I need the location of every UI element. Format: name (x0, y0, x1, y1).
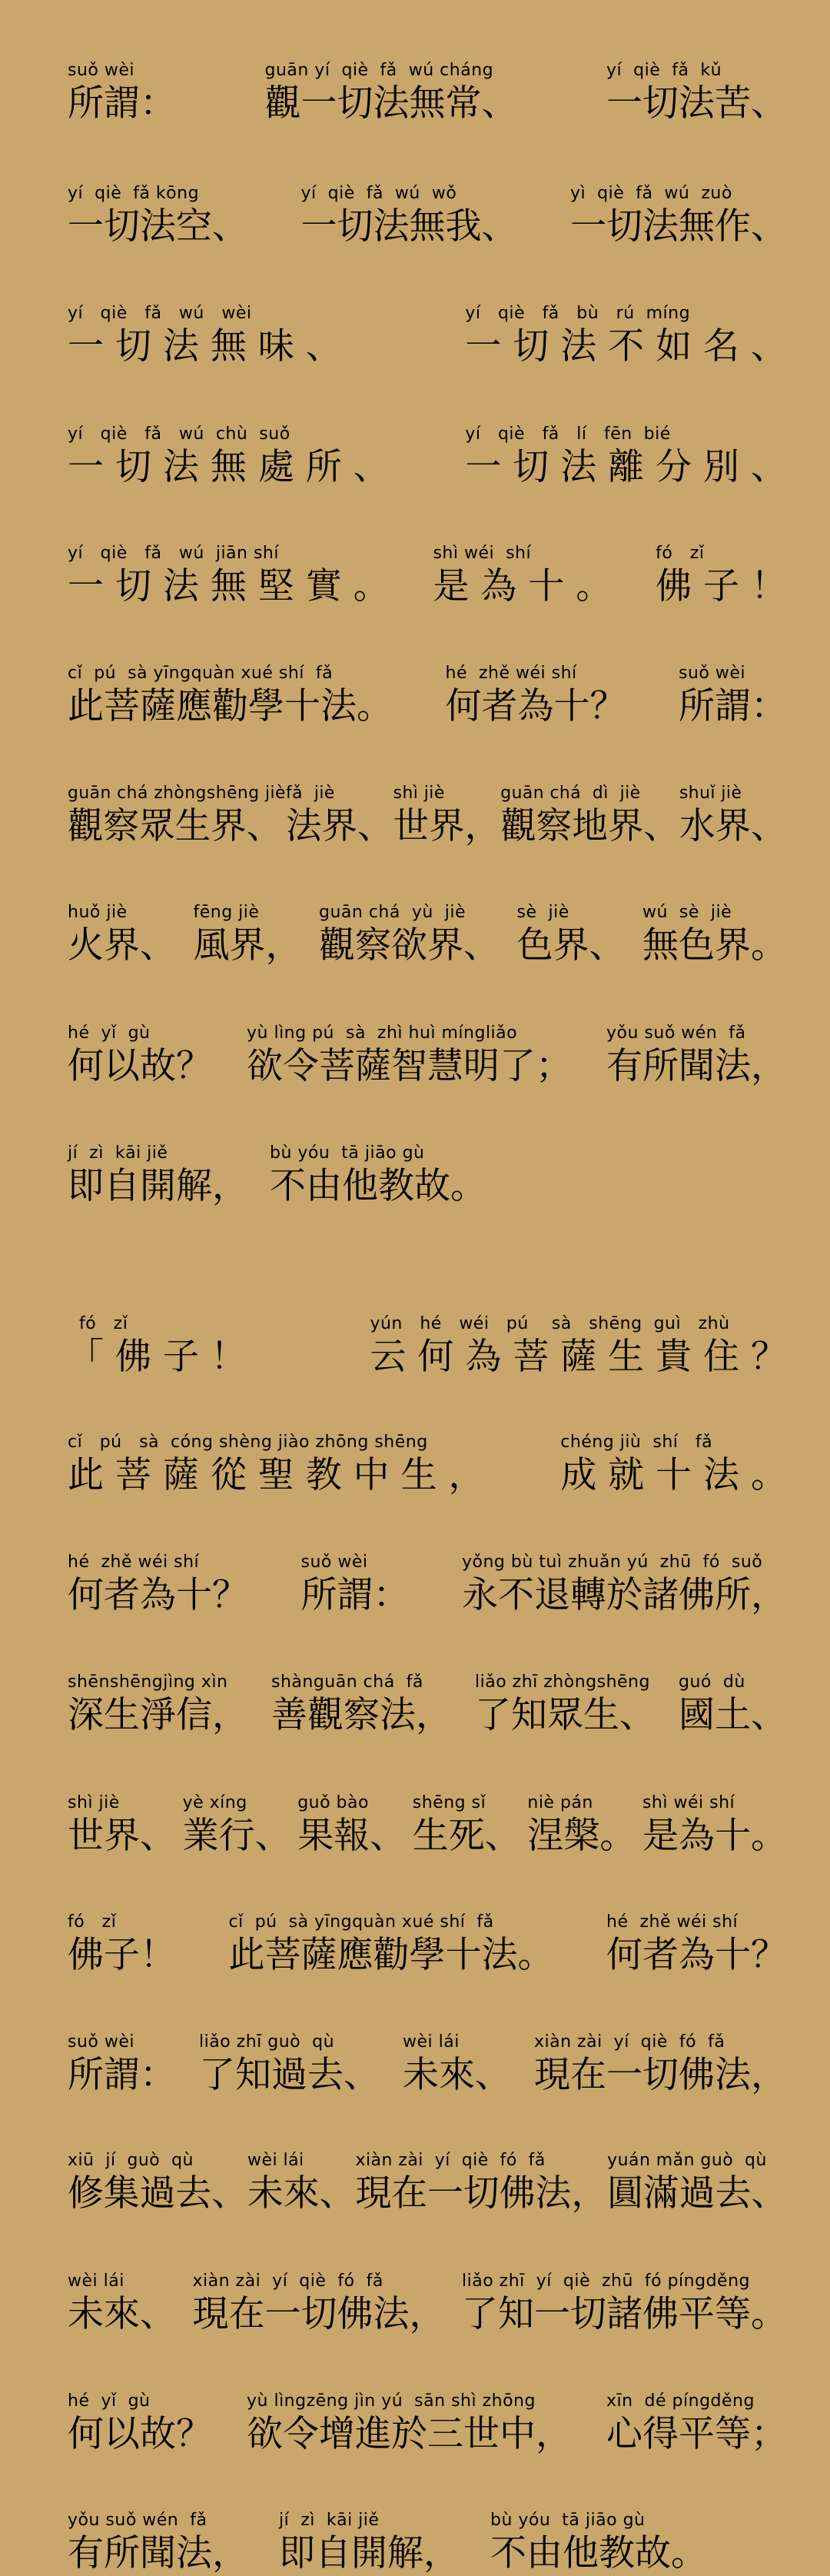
pinyin-annotation: guān chá zhòngshēng jiè (68, 784, 286, 803)
chinese-text: 未來、 (68, 2293, 176, 2335)
pinyin-annotation: hé zhě wéi shí (606, 1912, 739, 1932)
chinese-text: 所謂： (679, 685, 787, 727)
phrase-segment (199, 2032, 380, 2098)
chinese-text: 不由他教故。 (270, 1165, 486, 1207)
phrase-segment (465, 303, 787, 369)
text-line (68, 2027, 787, 2098)
pinyin-annotation: shì wéi shí (642, 1793, 735, 1812)
chinese-text: 觀察地界、 (500, 805, 679, 847)
chinese-text: 業行、 (182, 1815, 291, 1857)
chinese-text: 觀察欲界、 (319, 924, 500, 967)
chinese-text: 圓滿過去、 (607, 2172, 788, 2215)
phrase-segment (393, 783, 501, 849)
pinyin-annotation: hé zhě wéi shí (68, 1553, 200, 1572)
pinyin-annotation: yí qiè fǎ bù rú míng (465, 304, 691, 323)
chinese-text: 何者為十？ (68, 1574, 248, 1616)
chinese-text: 觀一切法無常、 (264, 82, 518, 125)
phrase-segment (194, 902, 302, 968)
pinyin-annotation: fēng jiè (193, 903, 260, 922)
pinyin-annotation: suǒ wèi (68, 61, 134, 80)
pinyin-annotation: xīn dé píngděng (606, 2391, 755, 2411)
text-line (68, 658, 787, 729)
chinese-text: 何者為十？ (606, 1934, 787, 1976)
pinyin-annotation: hé zhě wéi shí (445, 664, 577, 683)
text-line (68, 1018, 787, 1089)
phrase-segment (68, 1792, 176, 1859)
pinyin-annotation: bù yóu tā jiāo gù (270, 1143, 425, 1163)
pinyin-annotation: yí qiè fǎ kōng (68, 184, 200, 203)
text-line (68, 2505, 787, 2576)
pinyin-annotation: guǒ bào (297, 1793, 369, 1812)
phrase-segment (433, 543, 612, 609)
chinese-text: 即自開解， (279, 2532, 460, 2574)
phrase-segment (517, 902, 626, 968)
phrase-segment (355, 2150, 607, 2216)
chinese-text: 何以故？ (68, 1045, 212, 1087)
pinyin-annotation: shēng sǐ (412, 1793, 486, 1812)
phrase-segment (679, 663, 787, 729)
phrase-segment (679, 1672, 787, 1738)
phrase-segment (297, 1792, 406, 1859)
phrase-segment (413, 1792, 521, 1859)
chinese-text: 何以故？ (68, 2413, 212, 2455)
chinese-text: 觀察眾生界、 (68, 805, 283, 847)
pinyin-annotation: suǒ wèi (68, 2032, 134, 2052)
pinyin-annotation: liǎo zhī yí qiè zhū fó píngděng (462, 2271, 750, 2291)
chinese-text: 此菩薩應勸學十法。 (68, 685, 393, 727)
pinyin-annotation: guān chá yù jiè (319, 903, 466, 922)
text-line (68, 1309, 787, 1380)
text-line (68, 2145, 787, 2216)
chinese-text: 云 何 為 菩 薩 生 貴 住 ？ (370, 1336, 787, 1378)
chinese-text: 一 切 法 無 味 、 (68, 325, 342, 368)
chinese-text: 無色界。 (642, 924, 787, 967)
pinyin-annotation: yí qiè fǎ wú wǒ (300, 184, 457, 203)
pinyin-annotation: wèi lái (247, 2151, 304, 2170)
text-line (68, 897, 787, 968)
phrase-segment (301, 183, 518, 249)
chinese-text: 生死、 (412, 1815, 521, 1857)
phrase-segment (462, 2271, 787, 2337)
phrase-segment (462, 1552, 787, 1618)
chinese-text: 未來、 (403, 2054, 511, 2096)
pinyin-annotation: yí qiè fǎ wú chù suǒ (68, 424, 290, 444)
phrase-segment (193, 2271, 446, 2337)
chinese-text: 一 切 法 離 分 別 、 (465, 446, 787, 488)
phrase-segment (607, 2150, 787, 2216)
pinyin-annotation: guān yí qiè fǎ wú cháng (264, 61, 494, 80)
phrase-segment (68, 303, 342, 369)
pinyin-annotation: yí qiè fǎ lí fēn bié (465, 424, 671, 444)
pinyin-annotation: yè xíng (182, 1793, 247, 1812)
phrase-segment (247, 2150, 355, 2216)
pinyin-annotation: yǒng bù tuì zhuǎn yú zhū fó suǒ (462, 1553, 763, 1572)
pinyin-annotation: suǒ wèi (300, 1553, 368, 1572)
pinyin-annotation: cǐ pú sà yīngquàn xué shí fǎ (68, 664, 334, 683)
chinese-text: 心得平等； (606, 2413, 787, 2455)
chinese-text: 「 佛 子 ！ (68, 1336, 247, 1378)
pinyin-annotation: chéng jiù shí fǎ (560, 1433, 713, 1452)
phrase-segment (68, 1432, 485, 1498)
pinyin-annotation: guó dù (679, 1672, 745, 1692)
pinyin-annotation: jí zì kāi jiě (68, 1143, 168, 1163)
chinese-text: 是 為 十 。 (433, 565, 613, 607)
phrase-segment (606, 2391, 787, 2457)
pinyin-annotation: yí qiè fǎ kǔ (606, 61, 722, 80)
pinyin-annotation: huǒ jiè (68, 903, 128, 922)
phrase-segment (68, 783, 286, 849)
phrase-segment (68, 1672, 248, 1738)
chinese-text: 火界、 (68, 924, 176, 967)
pinyin-annotation: guān chá dì jiè (500, 784, 641, 803)
chinese-text: 涅槃。 (527, 1815, 636, 1857)
phrase-segment (606, 60, 787, 126)
phrase-segment (68, 902, 176, 968)
pinyin-annotation: fó zǐ (68, 1314, 128, 1333)
text-line (68, 1138, 787, 1209)
chinese-text: 成 就 十 法 。 (560, 1454, 787, 1496)
pinyin-annotation: cǐ pú sà cóng shèng jiào zhōng shēng (68, 1433, 428, 1452)
chinese-text: 一切法苦、 (606, 82, 787, 125)
phrase-segment (560, 1432, 787, 1498)
phrase-segment (68, 543, 390, 609)
phrase-segment (403, 2032, 511, 2098)
text-line (68, 2266, 787, 2337)
phrase-segment (642, 902, 787, 968)
phrase-segment (271, 1672, 452, 1738)
phrase-segment (270, 1143, 486, 1209)
pinyin-annotation: liǎo zhī zhòngshēng (475, 1672, 650, 1692)
text-line (68, 55, 787, 126)
phrase-segment (265, 60, 518, 126)
phrase-segment (68, 1143, 248, 1209)
pinyin-annotation: xiàn zài yí qiè fó fǎ (355, 2151, 546, 2170)
pinyin-annotation: niè pán (527, 1793, 593, 1812)
phrase-segment (500, 783, 679, 849)
text-line (68, 1907, 787, 1978)
phrase-segment (68, 183, 248, 249)
pinyin-annotation: wú sè jiè (642, 903, 732, 922)
pinyin-annotation: fó zǐ (68, 1912, 117, 1932)
pinyin-annotation: xiū jí guò qù (68, 2151, 194, 2170)
chinese-text: 佛子！ (68, 1934, 176, 1976)
chinese-text: 欲令增進於三世中， (247, 2413, 572, 2455)
phrase-segment (534, 2032, 787, 2098)
text-line (68, 778, 787, 849)
phrase-segment (229, 1912, 554, 1978)
pinyin-annotation: liǎo zhī guò qù (199, 2032, 335, 2052)
chinese-text: 世界， (393, 805, 501, 847)
chinese-text: 善觀察法， (271, 1694, 452, 1736)
pinyin-annotation: hé yǐ gù (68, 2391, 151, 2411)
chinese-text: 了知過去、 (199, 2054, 380, 2096)
chinese-text: 此 菩 薩 從 聖 教 中 生 ， (68, 1454, 485, 1496)
pinyin-annotation: yí qiè fǎ wú wèi (68, 304, 252, 323)
chinese-text: 所謂： (68, 82, 176, 125)
pinyin-annotation: shì wéi shí (433, 544, 532, 563)
text-line (68, 2386, 787, 2457)
pinyin-annotation: bù yóu tā jiāo gù (490, 2511, 646, 2530)
chinese-text: 一 切 法 無 堅 實 。 (68, 565, 390, 607)
chinese-text: 水界、 (679, 805, 787, 847)
chinese-text: 色界、 (516, 924, 626, 967)
phrase-segment (68, 1313, 247, 1380)
phrase-segment (642, 1792, 787, 1859)
chinese-text: 深生淨信， (68, 1694, 248, 1736)
pinyin-annotation: xiàn zài yí qiè fó fǎ (192, 2271, 383, 2291)
phrase-segment (656, 543, 787, 609)
chinese-text: 有所聞法， (606, 1045, 787, 1087)
chinese-text: 佛 子 ！ (656, 565, 787, 607)
chinese-text: 一 切 法 不 如 名 、 (465, 325, 787, 368)
phrase-segment (68, 2510, 248, 2576)
chinese-text: 是為十。 (642, 1815, 787, 1857)
chinese-text: 一切法空、 (68, 205, 248, 248)
text-line (68, 298, 787, 369)
pinyin-annotation: sè jiè (516, 903, 569, 922)
phrase-segment (68, 60, 176, 126)
chinese-text: 現在一切佛法， (192, 2293, 446, 2335)
chinese-text: 果報、 (297, 1815, 407, 1857)
text-line (68, 1788, 787, 1859)
phrase-segment (679, 783, 787, 849)
phrase-segment (68, 1552, 248, 1618)
pinyin-annotation: shì jiè (393, 784, 445, 803)
text-line (68, 538, 787, 609)
chinese-text: 修集過去、 (68, 2172, 248, 2215)
chinese-text: 所謂： (68, 2054, 176, 2096)
phrase-segment (606, 1023, 787, 1089)
phrase-segment (183, 1792, 291, 1859)
phrase-segment (68, 663, 393, 729)
pinyin-annotation: suǒ wèi (679, 664, 745, 683)
phrase-segment (286, 783, 393, 849)
chinese-text: 一 切 法 無 處 所 、 (68, 446, 390, 488)
phrase-segment (68, 2150, 247, 2216)
pinyin-annotation: fǎ jiè (285, 784, 335, 803)
phrase-segment (319, 902, 500, 968)
text-line (68, 419, 787, 490)
phrase-segment (68, 2271, 176, 2337)
pinyin-annotation: wèi lái (68, 2271, 124, 2291)
text-line (68, 178, 787, 249)
pinyin-annotation: wèi lái (403, 2032, 460, 2052)
phrase-segment (68, 2032, 176, 2098)
phrase-segment (527, 1792, 636, 1859)
phrase-segment (475, 1672, 656, 1738)
pinyin-annotation: hé yǐ gù (68, 1023, 151, 1043)
chinese-text: 即自開解， (68, 1165, 248, 1207)
chinese-text: 不由他教故。 (490, 2532, 707, 2574)
phrase-segment (68, 2391, 212, 2457)
pinyin-annotation: shuǐ jiè (679, 784, 742, 803)
phrase-segment (446, 663, 626, 729)
phrase-segment (301, 1552, 410, 1618)
phrase-segment (570, 183, 787, 249)
pinyin-annotation: shànguān chá fǎ (271, 1672, 423, 1692)
phrase-segment (68, 1023, 212, 1089)
phrase-segment (247, 2391, 572, 2457)
pinyin-annotation: cǐ pú sà yīngquàn xué shí fǎ (228, 1912, 494, 1932)
chinese-text: 國土、 (679, 1694, 787, 1736)
pinyin-annotation: yí qiè fǎ wú jiān shí (68, 544, 279, 563)
phrase-segment (68, 424, 390, 490)
pinyin-annotation: yǒu suǒ wén fǎ (606, 1023, 746, 1043)
chinese-text: 風界， (193, 924, 302, 967)
text-line (68, 1547, 787, 1618)
chinese-text: 所謂： (300, 1574, 410, 1616)
chinese-text: 法界、 (285, 805, 393, 847)
chinese-text: 欲令菩薩智慧明了； (247, 1045, 572, 1087)
chinese-text: 未來、 (247, 2172, 356, 2215)
chinese-text: 何者為十？ (445, 685, 626, 727)
chinese-text: 了知一切諸佛平等。 (462, 2293, 787, 2335)
pinyin-annotation: yù lìngzēng jìn yú sān shì zhōng (247, 2391, 536, 2411)
pinyin-annotation: jí zì kāi jiě (279, 2511, 380, 2530)
pinyin-annotation: yún hé wéi pú sà shēng guì zhù (370, 1314, 730, 1333)
chinese-text: 現在一切佛法， (534, 2054, 787, 2096)
chinese-text: 一切法無作、 (570, 205, 787, 248)
phrase-segment (465, 424, 787, 490)
pinyin-annotation: yì qiè fǎ wú zuò (570, 184, 732, 203)
pinyin-annotation: yù lìng pú sà zhì huì míngliǎo (247, 1023, 518, 1043)
pinyin-annotation: xiàn zài yí qiè fó fǎ (534, 2032, 725, 2052)
pinyin-annotation: yuán mǎn guò qù (607, 2151, 767, 2170)
pinyin-annotation: yǒu suǒ wén fǎ (68, 2511, 208, 2530)
chinese-text: 此菩薩應勸學十法。 (228, 1934, 554, 1976)
phrase-segment (606, 1912, 787, 1978)
phrase-segment (279, 2510, 460, 2576)
chinese-text: 永不退轉於諸佛所， (462, 1574, 787, 1616)
pinyin-annotation: fó zǐ (656, 544, 705, 563)
chinese-text: 一切法無我、 (300, 205, 518, 248)
chinese-text: 世界、 (68, 1815, 176, 1857)
text-line (68, 1667, 787, 1738)
chinese-text: 了知眾生、 (475, 1694, 656, 1736)
chinese-text: 現在一切佛法， (355, 2172, 608, 2215)
phrase-segment (247, 1023, 572, 1089)
pinyin-annotation: shēnshēngjìng xìn (68, 1672, 228, 1692)
text-line (68, 1427, 787, 1498)
pinyin-annotation: shì jiè (68, 1793, 120, 1812)
chinese-text: 有所聞法， (68, 2532, 248, 2574)
phrase-segment (370, 1313, 787, 1380)
phrase-segment (68, 1912, 176, 1978)
phrase-segment (490, 2510, 707, 2576)
